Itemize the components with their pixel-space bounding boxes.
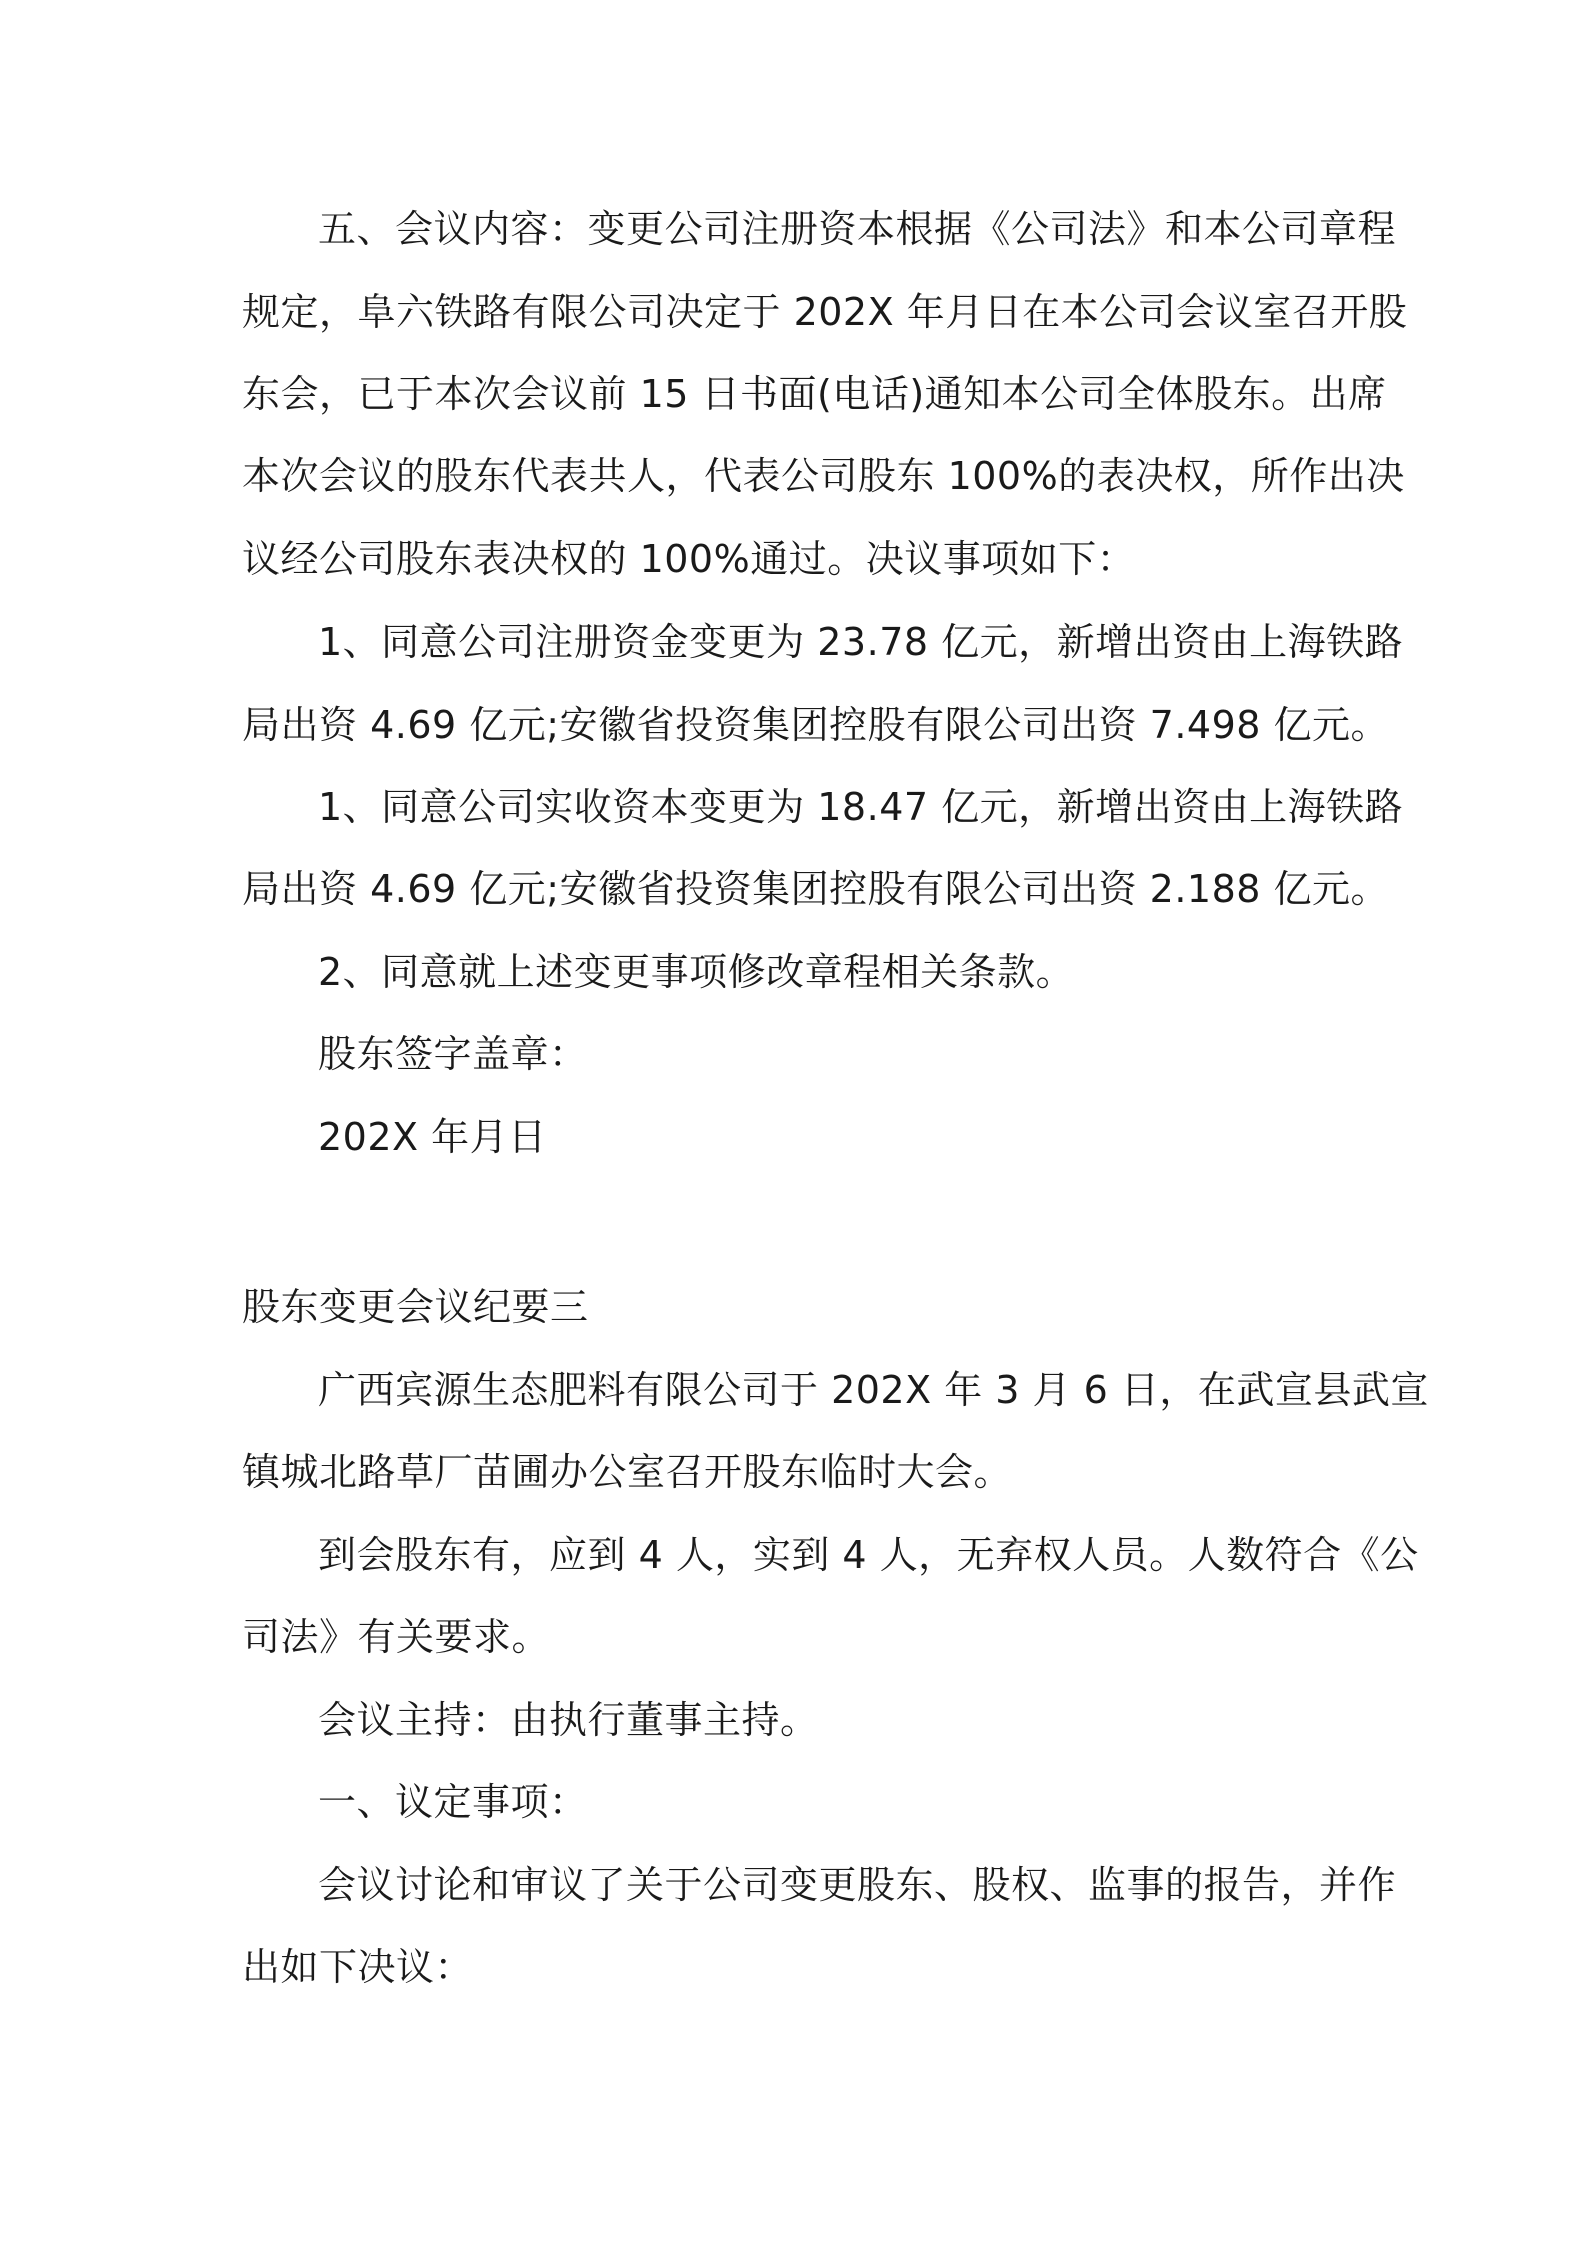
section-title: 股东变更会议纪要三 [242, 1285, 589, 1329]
text-line: 司法》有关要求。 [242, 1615, 551, 1659]
text-line: 会议主持：由执行董事主持。 [318, 1698, 819, 1742]
text-line: 一、议定事项： [318, 1780, 588, 1824]
signature-label: 股东签字盖章： [318, 1032, 588, 1076]
text-line: 广西宾源生态肥料有限公司于 202X 年 3 月 6 日，在武宣县武宣 [318, 1368, 1429, 1412]
text-line: 镇城北路草厂苗圃办公室召开股东临时大会。 [242, 1450, 1013, 1494]
text-line: 出如下决议： [242, 1945, 474, 1989]
text-line: 五、会议内容：变更公司注册资本根据《公司法》和本公司章程 [318, 207, 1397, 251]
text-line: 2、同意就上述变更事项修改章程相关条款。 [318, 950, 1075, 994]
text-line: 会议讨论和审议了关于公司变更股东、股权、监事的报告，并作 [318, 1863, 1397, 1907]
text-line: 议经公司股东表决权的 100%通过。决议事项如下： [242, 537, 1136, 581]
text-line: 1、同意公司实收资本变更为 18.47 亿元，新增出资由上海铁路 [318, 785, 1404, 829]
text-line: 局出资 4.69 亿元;安徽省投资集团控股有限公司出资 2.188 亿元。 [242, 867, 1390, 911]
text-line: 局出资 4.69 亿元;安徽省投资集团控股有限公司出资 7.498 亿元。 [242, 703, 1390, 747]
text-line: 本次会议的股东代表共人，代表公司股东 100%的表决权，所作出决 [242, 454, 1405, 498]
text-line: 到会股东有，应到 4 人，实到 4 人，无弃权人员。人数符合《公 [318, 1533, 1419, 1577]
text-line: 东会，已于本次会议前 15 日书面(电话)通知本公司全体股东。出席 [242, 372, 1387, 416]
text-line: 1、同意公司注册资金变更为 23.78 亿元，新增出资由上海铁路 [318, 620, 1404, 664]
date-line: 202X 年月日 [318, 1115, 547, 1159]
text-line: 规定，阜六铁路有限公司决定于 202X 年月日在本公司会议室召开股 [242, 290, 1408, 334]
